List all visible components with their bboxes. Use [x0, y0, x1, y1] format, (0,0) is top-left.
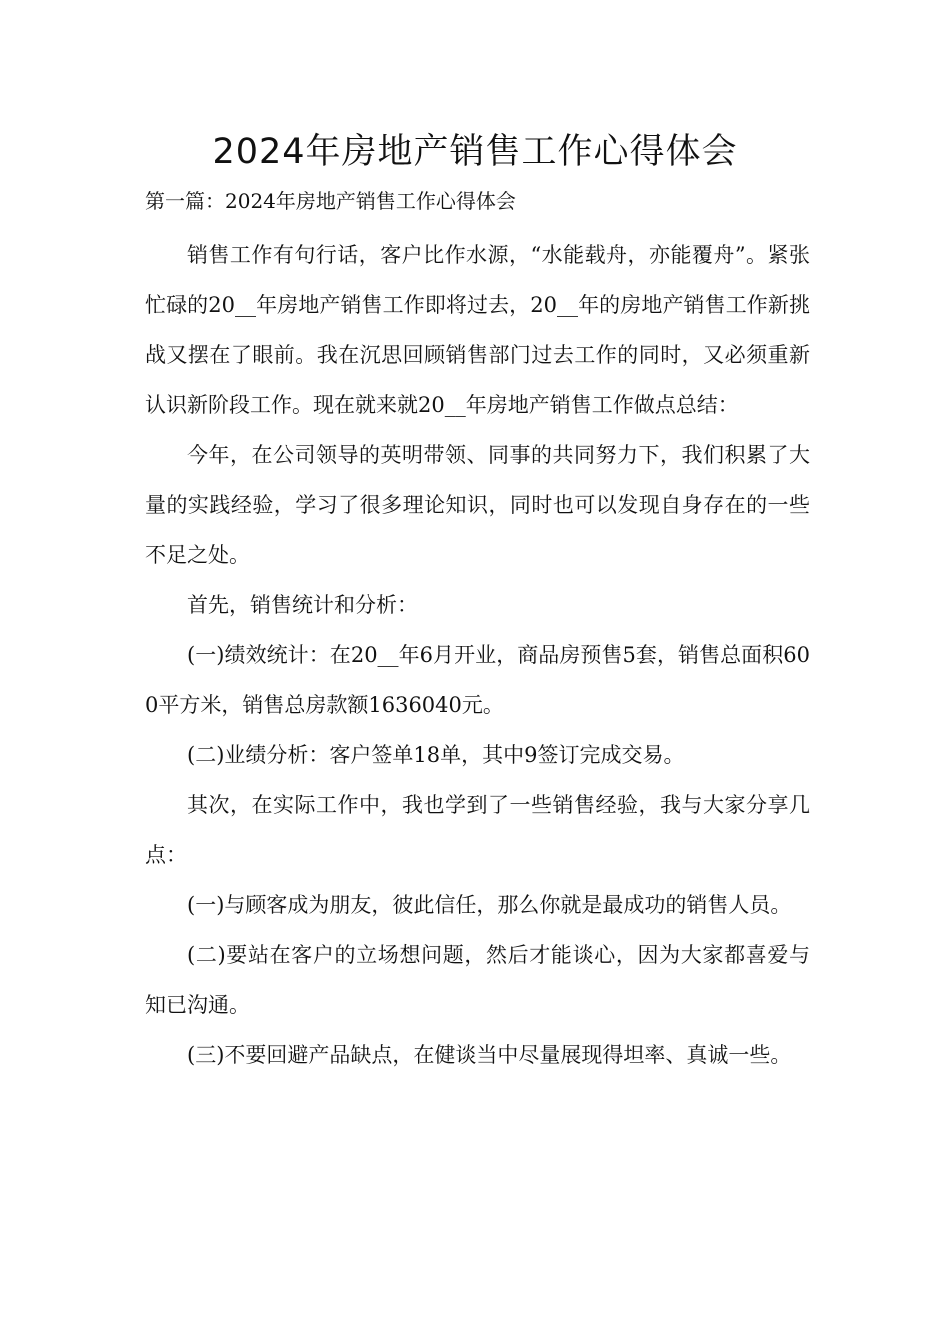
document-subtitle: 第一篇：2024年房地产销售工作心得体会 [145, 189, 516, 213]
paragraph-intro: 销售工作有句行话，客户比作水源，“水能载舟，亦能覆舟”。紧张忙碌的20__年房地产销售工作即将过去，20__年的房地产销售工作新挑战又摆在了眼前。我在沉思回顾销售部门过去工作的同时，又必须重新认识新阶段工作。现在就来就20__年房地产销售工作做点总结： [145, 243, 810, 417]
paragraph-tip-2: (二)要站在客户的立场想问题，然后才能谈心，因为大家都喜爱与知已沟通。 [145, 943, 810, 1017]
paragraph-second-point: 其次，在实际工作中，我也学到了一些销售经验，我与大家分享几点： [145, 793, 810, 867]
document-body [145, 230, 810, 1080]
paragraph-performance-stats: (一)绩效统计：在20__年6月开业，商品房预售5套，销售总面积600平方米，销售总房款额1636040元。 [145, 643, 810, 717]
paragraph-first-point: 首先，销售统计和分析： [187, 593, 418, 617]
paragraph-tip-3: (三)不要回避产品缺点，在健谈当中尽量展现得坦率、真诚一些。 [187, 1043, 792, 1067]
document-title: 2024年房地产销售工作心得体会 [212, 132, 738, 172]
paragraph-summary: 今年，在公司领导的英明带领、同事的共同努力下，我们积累了大量的实践经验，学习了很多理论知识，同时也可以发现自身存在的一些不足之处。 [145, 443, 810, 567]
paragraph-performance-analysis: (二)业绩分析：客户签单18单，其中9签订完成交易。 [187, 743, 685, 767]
paragraph-tip-1: (一)与顾客成为朋友，彼此信任，那么你就是最成功的销售人员。 [187, 893, 792, 917]
